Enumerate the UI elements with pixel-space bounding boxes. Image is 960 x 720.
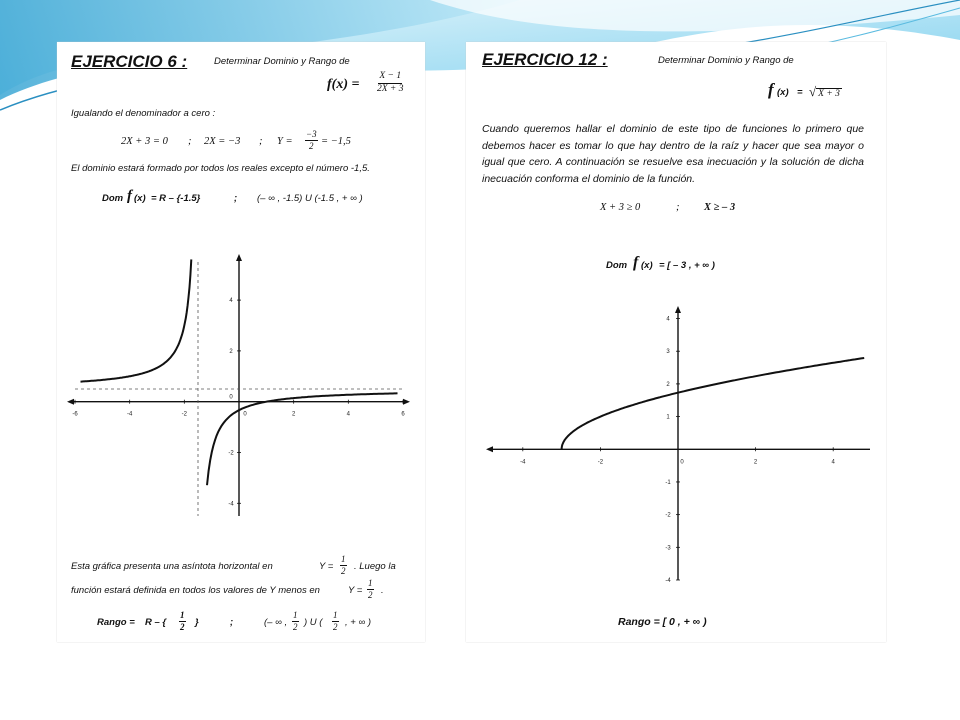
curve-left-branch	[81, 259, 192, 381]
y-tick-label: 2	[229, 348, 233, 355]
y-tick-label: -1	[665, 479, 671, 486]
rango-interval-fraction-2	[332, 611, 339, 632]
x-axis-arrow-left-icon	[67, 399, 74, 405]
dom-label: Dom	[102, 193, 124, 204]
asymptote-y2: Y =	[348, 585, 363, 596]
x-tick-label: -4	[520, 459, 526, 466]
rational-function-chart	[65, 254, 415, 524]
function-denominator: 2X + 3	[377, 83, 404, 94]
rango-interval-1: (– ∞ ,	[264, 617, 288, 628]
dom-set: = [ – 3 , + ∞ )	[659, 260, 715, 271]
sqrt-function-chart	[474, 302, 876, 584]
fraction-num: 1	[368, 578, 373, 588]
equation-c-rhs: = −1,5	[321, 136, 351, 147]
fraction-den: 2	[180, 622, 185, 632]
equation-a: 2X + 3 = 0	[121, 136, 168, 147]
curve-right-branch	[207, 393, 398, 485]
equation-c-lhs: Y =	[277, 136, 293, 147]
exercise-12-sheet	[466, 42, 886, 642]
x-tick-label: 6	[401, 411, 405, 418]
function-lhs: f(x) =	[327, 77, 360, 92]
function-eq: =	[797, 87, 803, 98]
equation-c-fraction	[305, 130, 318, 151]
asymptote-y: Y =	[319, 561, 334, 572]
separator: ;	[230, 617, 234, 628]
fraction-den: 2	[293, 622, 298, 632]
y-tick-label: 0	[229, 394, 233, 401]
dom-interval: (– ∞ , -1.5) U (-1.5 , + ∞ )	[257, 193, 363, 204]
x-tick-label: 0	[243, 411, 247, 418]
rango-set-1: R – {	[145, 617, 167, 628]
function-x: (x)	[777, 87, 789, 98]
rango-label: Rango =	[97, 617, 135, 628]
x-axis-arrow-right-icon	[403, 399, 410, 405]
dom-f: f	[633, 254, 639, 271]
y-axis-arrow-icon	[236, 254, 242, 261]
separator: ;	[676, 202, 680, 213]
separator: ;	[234, 193, 238, 204]
fraction-den: 2	[309, 141, 314, 151]
x-tick-label: -4	[126, 411, 133, 418]
asymptote-fraction-2	[367, 579, 374, 600]
y-tick-label: 1	[666, 414, 670, 421]
x-tick-label: -2	[597, 459, 604, 466]
dom-x: (x)	[641, 260, 653, 271]
fraction-num: 1	[333, 610, 338, 620]
y-tick-label: -4	[665, 578, 671, 584]
exercise-12-subtitle: Determinar Dominio y Rango de	[658, 55, 794, 66]
asymptote-text-1b: . Luego la	[354, 561, 396, 572]
fraction-num: 1	[180, 610, 185, 620]
fraction-den: 2	[333, 622, 338, 632]
rango-fraction	[179, 611, 186, 632]
rango-interval-fraction-1	[292, 611, 299, 632]
x-tick-label: 4	[831, 459, 835, 466]
x-tick-label: -2	[181, 411, 188, 418]
explanation-paragraph: Cuando queremos hallar el dominio de este tipo de funciones lo primero que debemos hacer es tomar lo que hay dentro de la raíz y hacer que sea mayor o igual que cero. A continuación se resuelve esa inecuación y la solución de dicha inecuación conforma el dominio de la función.	[482, 123, 864, 185]
fraction-num: 1	[341, 554, 346, 564]
x-tick-label: 0	[680, 459, 684, 466]
fraction-den: 2	[341, 566, 346, 576]
dom-x: (x)	[134, 193, 146, 204]
x-tick-label: -6	[72, 411, 78, 418]
asymptote-text-1	[71, 561, 273, 572]
equation-b: 2X = −3	[204, 136, 241, 147]
sqrt-curve	[562, 358, 865, 449]
y-tick-label: 4	[666, 316, 670, 323]
text-part: Esta gráfica presenta una asíntota horizontal en	[71, 561, 273, 572]
y-axis-arrow-icon	[675, 306, 681, 313]
radicand: X + 3	[818, 89, 840, 99]
y-tick-label: -2	[228, 450, 234, 457]
y-tick-label: -4	[228, 501, 234, 508]
y-tick-label: 3	[666, 349, 670, 356]
y-tick-label: 4	[229, 298, 233, 305]
domain-explanation: El dominio estará formado por todos los reales excepto el número -1,5.	[71, 163, 370, 174]
exercise-6-sheet	[57, 42, 425, 642]
dom-f: f	[127, 188, 132, 204]
y-tick-label: 2	[666, 381, 670, 388]
intro-line: Igualando el denominador a cero :	[71, 108, 216, 119]
asymptote-text-2: función estará definida en todos los valores de Y menos en	[71, 585, 320, 596]
function-numerator: X − 1	[378, 72, 402, 84]
rango-set-2: }	[195, 617, 199, 628]
fraction-den: 2	[368, 590, 373, 600]
exercise-6-title: EJERCICIO 6 :	[71, 52, 188, 71]
separator: ;	[188, 136, 192, 147]
inequality-a: X + 3 ≥ 0	[600, 202, 641, 213]
x-tick-label: 4	[346, 411, 351, 418]
asymptote-fraction	[340, 555, 347, 576]
x-tick-label: 2	[753, 459, 758, 466]
x-axis-arrow-left-icon	[486, 446, 493, 452]
inequality-b: X ≥ – 3	[704, 202, 736, 213]
rango-interval-3: , + ∞ )	[345, 617, 372, 628]
dom-set: = R – {-1.5}	[151, 193, 201, 204]
rango: Rango = [ 0 , + ∞ )	[618, 616, 707, 628]
exercise-12-title: EJERCICIO 12 :	[482, 50, 608, 69]
fraction-num: −3	[306, 129, 317, 139]
x-tick-label: 2	[291, 411, 296, 418]
fraction-num: 1	[293, 610, 298, 620]
sqrt-expression	[809, 83, 842, 101]
y-tick-label: -2	[665, 512, 671, 519]
rango-interval-2: ) U (	[304, 617, 323, 628]
sqrt-icon: √	[809, 84, 817, 99]
y-tick-label: -3	[665, 545, 671, 552]
function-fraction	[377, 72, 403, 94]
separator: ;	[259, 136, 263, 147]
dom-label: Dom	[606, 260, 628, 271]
exercise-6-subtitle: Determinar Dominio y Rango de	[214, 56, 350, 67]
asymptote-text-2b: .	[381, 585, 384, 596]
function-f: f	[768, 80, 774, 99]
